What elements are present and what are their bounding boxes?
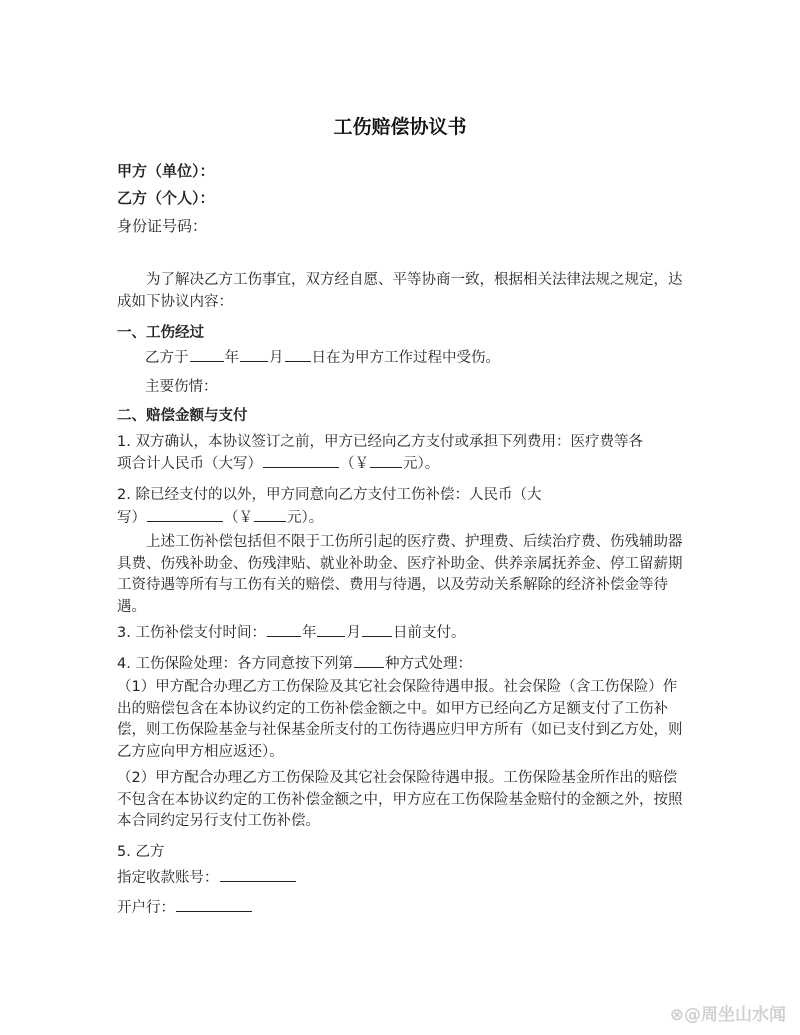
item4-prefix: 4. 工伤保险处理：各方同意按下列第 — [117, 656, 353, 672]
account-line — [117, 866, 692, 887]
party-a-label: 甲方（单位）： — [117, 162, 215, 180]
item1-uppercase-blank — [263, 453, 339, 468]
intro-paragraph: 为了解决乙方工伤事宜，双方经自愿、平等协商一致，根据相关法律法规之规定，达成如下协议内容： — [117, 272, 683, 310]
watermark — [670, 1000, 786, 1025]
party-b-label: 乙方（个人）： — [117, 189, 215, 207]
injury-year-blank — [190, 347, 224, 362]
item2-amount-label: 写） — [117, 510, 146, 526]
payment-year-blank — [267, 622, 301, 637]
injury-date-line — [145, 346, 720, 367]
payment-month-blank — [317, 622, 345, 637]
watermark-icon: ⊗ — [669, 1005, 684, 1025]
injury-month-blank — [240, 347, 268, 362]
item1-line2 — [117, 452, 692, 473]
item2-yuan-close: 元）。 — [287, 510, 324, 526]
payment-day-blank — [362, 622, 392, 637]
item3-prefix: 3. 工伤补偿支付时间： — [117, 625, 266, 641]
injury-date-prefix: 乙方于 — [145, 350, 189, 366]
item5-line: 5. 乙方 — [117, 844, 165, 860]
account-label: 指定收款账号： — [117, 870, 219, 886]
item3-line — [117, 621, 692, 642]
item1-yuan-close: 元）。 — [403, 456, 440, 472]
section2-heading: 二、赔偿金额与支付 — [117, 408, 248, 424]
section1-heading: 一、工伤经过 — [117, 325, 204, 341]
option1-paragraph: （1）甲方配合办理乙方工伤保险及其它社会保险待遇申报。社会保险（含工伤保险）作出的赔偿包含在本协议约定的工伤补偿金额之中。如甲方已经向乙方足额支付了工伤补偿，则工伤保险基金与社保基金所支付的工伤待遇应归甲方所有（如已支付到乙方处，则乙方应向甲方相应返还）。 — [117, 679, 683, 760]
item1-amount-blank — [370, 453, 402, 468]
watermark-text: @周坐山水闻 — [684, 1005, 786, 1025]
item4-line — [117, 652, 692, 673]
item2-amount-blank — [254, 507, 286, 522]
item2-line2 — [117, 506, 692, 527]
item2-yuan-open: （￥ — [224, 510, 253, 526]
item1-yuan-open: （￥ — [340, 456, 369, 472]
injury-date-suffix: 日在为甲方工作过程中受伤。 — [311, 350, 500, 366]
item2-uppercase-blank — [147, 507, 223, 522]
item1-amount-label: 项合计人民币（大写） — [117, 456, 262, 472]
account-blank — [220, 867, 296, 882]
option2-paragraph: （2）甲方配合办理乙方工伤保险及其它社会保险待遇申报。工伤保险基金所作出的赔偿不包含在本协议约定的工伤补偿金额之中，甲方应在工伤保险基金赔付的金额之外，按照本合同约定另行支付工伤补偿。 — [117, 770, 683, 829]
bank-line — [117, 896, 692, 917]
injury-month-label: 月 — [269, 350, 284, 366]
item3-suffix: 日前支付。 — [392, 625, 466, 641]
payment-month-label: 月 — [346, 625, 361, 641]
coverage-paragraph: 上述工伤补偿包括但不限于工伤所引起的医疗费、护理费、后续治疗费、伤残辅助器具费、伤残补助金、伤残津贴、就业补助金、医疗补助金、供养亲属抚养金、停工留薪期工资待遇等所有与工伤有关的赔偿、费用与待遇，以及劳动关系解除的经济补偿金等待遇。 — [117, 534, 683, 615]
document-title: 工伤赔偿协议书 — [333, 116, 467, 138]
id-number-label: 身份证号码： — [117, 217, 208, 235]
payment-year-label: 年 — [301, 625, 317, 641]
main-injury-label: 主要伤情： — [145, 379, 218, 395]
item2-line1: 2. 除已经支付的以外，甲方同意向乙方支付工伤补偿：人民币（大 — [117, 487, 542, 503]
bank-label: 开户行： — [117, 900, 175, 916]
item4-suffix: 种方式处理： — [384, 656, 472, 672]
injury-day-blank — [285, 347, 311, 362]
item1-line1: 1. 双方确认，本协议签订之前，甲方已经向乙方支付或承担下列费用：医疗费等各 — [117, 434, 643, 450]
option-number-blank — [354, 653, 384, 668]
bank-blank — [176, 897, 252, 912]
injury-year-label: 年 — [224, 350, 239, 366]
